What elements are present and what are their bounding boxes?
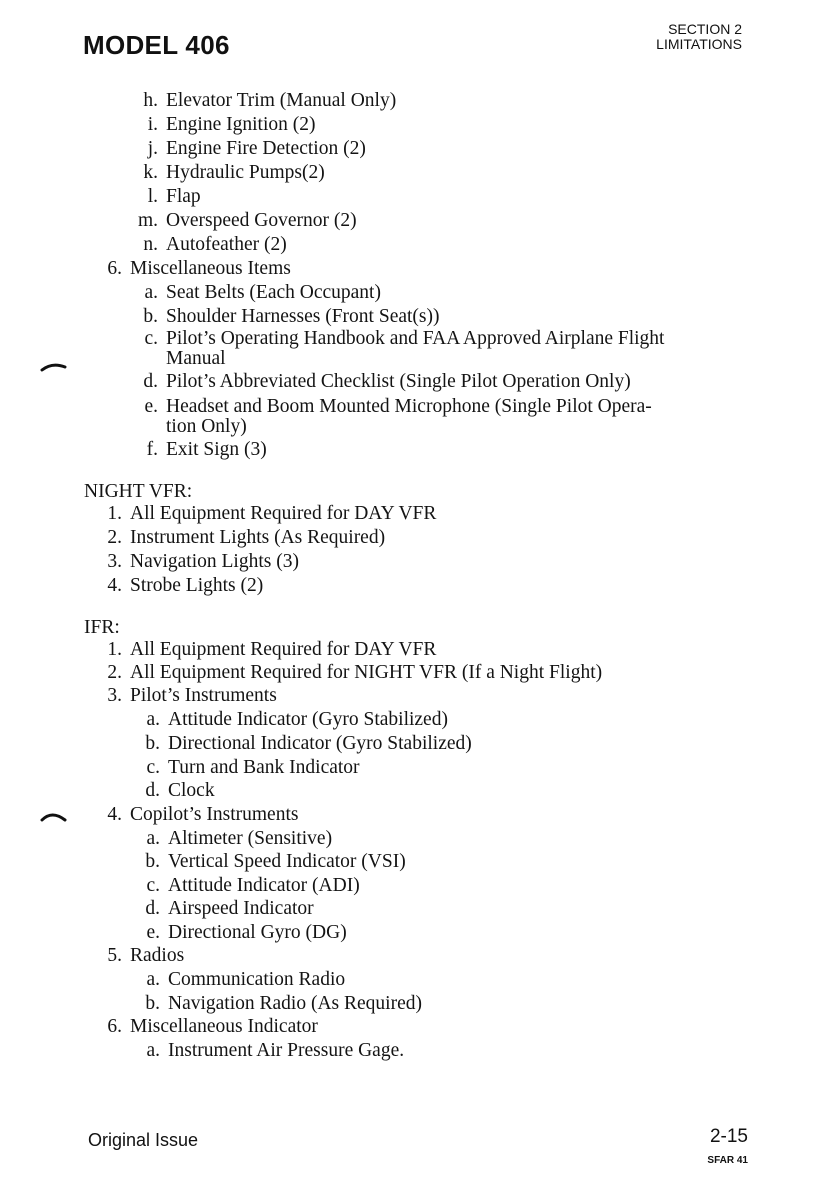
item-text: Vertical Speed Indicator (VSI) — [168, 851, 406, 872]
list-item — [134, 851, 406, 873]
list-item — [134, 828, 332, 850]
item-text: All Equipment Required for DAY VFR — [130, 639, 437, 660]
item-text: All Equipment Required for NIGHT VFR (If a Night Flight) — [130, 662, 603, 683]
item-marker: a. — [144, 282, 158, 303]
item-marker: m. — [137, 210, 158, 231]
item-marker: b. — [143, 306, 158, 327]
item-marker: d. — [145, 780, 160, 801]
section-title: LIMITATIONS — [656, 36, 742, 52]
item-marker: b. — [145, 993, 160, 1014]
revision-mark-icon — [40, 360, 68, 374]
list-item — [100, 551, 299, 573]
item-text: Hydraulic Pumps(2) — [166, 162, 325, 183]
item-text: Navigation Radio (As Required) — [168, 993, 422, 1014]
list-item — [100, 685, 277, 707]
item-marker: 2. — [107, 527, 122, 548]
list-item — [134, 709, 448, 731]
list-item — [100, 503, 436, 525]
item-marker: n. — [143, 234, 158, 255]
item-text: Pilot’s Abbreviated Checklist (Single Pilot Operation Only) — [166, 371, 631, 392]
item-text: Altimeter (Sensitive) — [168, 828, 333, 849]
item-marker: c. — [146, 875, 160, 896]
item-text: Communication Radio — [168, 969, 346, 990]
list-item — [134, 757, 360, 779]
item-marker: 4. — [107, 575, 122, 596]
item-marker: j. — [147, 138, 158, 159]
item-text: All Equipment Required for DAY VFR — [130, 503, 437, 524]
item-marker: i. — [147, 114, 158, 135]
list-item — [134, 439, 267, 461]
list-item — [132, 234, 287, 256]
item-marker: h. — [143, 90, 158, 111]
item-text: Turn and Bank Indicator — [168, 757, 360, 778]
revision-mark-icon — [40, 808, 68, 824]
item-marker: k. — [143, 162, 158, 183]
item-marker: f. — [146, 439, 158, 460]
item-marker: b. — [145, 851, 160, 872]
list-item — [134, 733, 472, 755]
item-marker: l. — [147, 186, 158, 207]
item-marker: 1. — [107, 639, 122, 660]
item-text: Airspeed Indicator — [168, 898, 314, 919]
item-marker: 1. — [107, 503, 122, 524]
list-item — [100, 804, 298, 826]
model-title: MODEL 406 — [83, 30, 230, 60]
list-item — [100, 258, 291, 280]
section-number: SECTION 2 — [668, 21, 742, 37]
ifr-heading: IFR: — [84, 617, 120, 638]
footer-reference: SFAR 41 — [707, 1155, 748, 1166]
list-item — [100, 639, 436, 661]
list-item — [134, 306, 440, 328]
item-continuation: tion Only) — [166, 416, 247, 437]
item-text: Pilot’s Instruments — [130, 685, 277, 706]
list-item — [134, 396, 652, 418]
list-item — [100, 945, 184, 967]
item-continuation: Manual — [166, 348, 226, 369]
item-text: Attitude Indicator (ADI) — [168, 875, 360, 896]
list-item — [100, 527, 385, 549]
item-marker: 5. — [107, 945, 122, 966]
list-item — [134, 993, 422, 1015]
list-item — [134, 780, 215, 802]
list-item — [132, 138, 366, 160]
item-text: Shoulder Harnesses (Front Seat(s)) — [166, 306, 440, 327]
item-text: Overspeed Governor (2) — [166, 210, 357, 231]
item-marker: e. — [144, 396, 158, 417]
item-text: Headset and Boom Mounted Microphone (Single Pilot Opera- — [166, 396, 652, 417]
list-item — [132, 162, 325, 184]
footer-issue: Original Issue — [88, 1130, 199, 1150]
list-item — [134, 969, 345, 991]
item-marker: d. — [143, 371, 158, 392]
item-marker: 4. — [107, 804, 122, 825]
page-number: 2-15 — [709, 1126, 748, 1147]
item-marker: d. — [145, 898, 160, 919]
item-marker: c. — [144, 328, 158, 349]
item-marker: 6. — [107, 1016, 122, 1037]
item-text: Engine Ignition (2) — [166, 114, 316, 135]
list-item — [134, 371, 631, 393]
item-marker: c. — [146, 757, 160, 778]
list-item — [132, 186, 201, 208]
item-text: Clock — [168, 780, 215, 801]
item-text: Miscellaneous Items — [130, 258, 291, 279]
item-marker: 2. — [107, 662, 122, 683]
item-text: Directional Gyro (DG) — [168, 922, 347, 943]
item-marker: 3. — [107, 685, 122, 706]
item-text: Miscellaneous Indicator — [130, 1016, 318, 1037]
item-marker: b. — [145, 733, 160, 754]
item-marker: a. — [146, 709, 160, 730]
item-text: Pilot’s Operating Handbook and FAA Approved Airplane Flight — [166, 328, 665, 349]
list-item — [100, 1016, 318, 1038]
list-item — [132, 210, 357, 232]
item-text: Attitude Indicator (Gyro Stabilized) — [168, 709, 448, 730]
list-item — [134, 875, 360, 897]
item-text: Radios — [130, 945, 185, 966]
list-item — [100, 575, 263, 597]
item-text: Strobe Lights (2) — [130, 575, 264, 596]
item-marker: a. — [146, 828, 160, 849]
item-text: Seat Belts (Each Occupant) — [166, 282, 381, 303]
item-text: Navigation Lights (3) — [130, 551, 299, 572]
list-item — [134, 328, 664, 350]
item-marker: a. — [146, 969, 160, 990]
list-item — [134, 922, 347, 944]
item-text: Directional Indicator (Gyro Stabilized) — [168, 733, 472, 754]
item-text: Copilot’s Instruments — [130, 804, 299, 825]
list-item — [134, 282, 381, 304]
night-vfr-heading: NIGHT VFR: — [84, 481, 193, 502]
item-text: Elevator Trim (Manual Only) — [166, 90, 397, 111]
item-marker: a. — [146, 1040, 160, 1061]
list-item — [134, 1040, 404, 1062]
list-item — [132, 90, 396, 112]
item-marker: e. — [146, 922, 160, 943]
item-marker: 6. — [107, 258, 122, 279]
item-text: Autofeather (2) — [166, 234, 287, 255]
list-item — [132, 114, 315, 136]
section-label — [656, 22, 742, 52]
item-marker: 3. — [107, 551, 122, 572]
list-item — [100, 662, 602, 684]
item-text: Flap — [166, 186, 201, 207]
item-text: Engine Fire Detection (2) — [166, 138, 366, 159]
item-text: Instrument Air Pressure Gage. — [168, 1040, 405, 1061]
list-item — [134, 898, 314, 920]
item-text: Instrument Lights (As Required) — [130, 527, 386, 548]
item-text: Exit Sign (3) — [166, 439, 267, 460]
